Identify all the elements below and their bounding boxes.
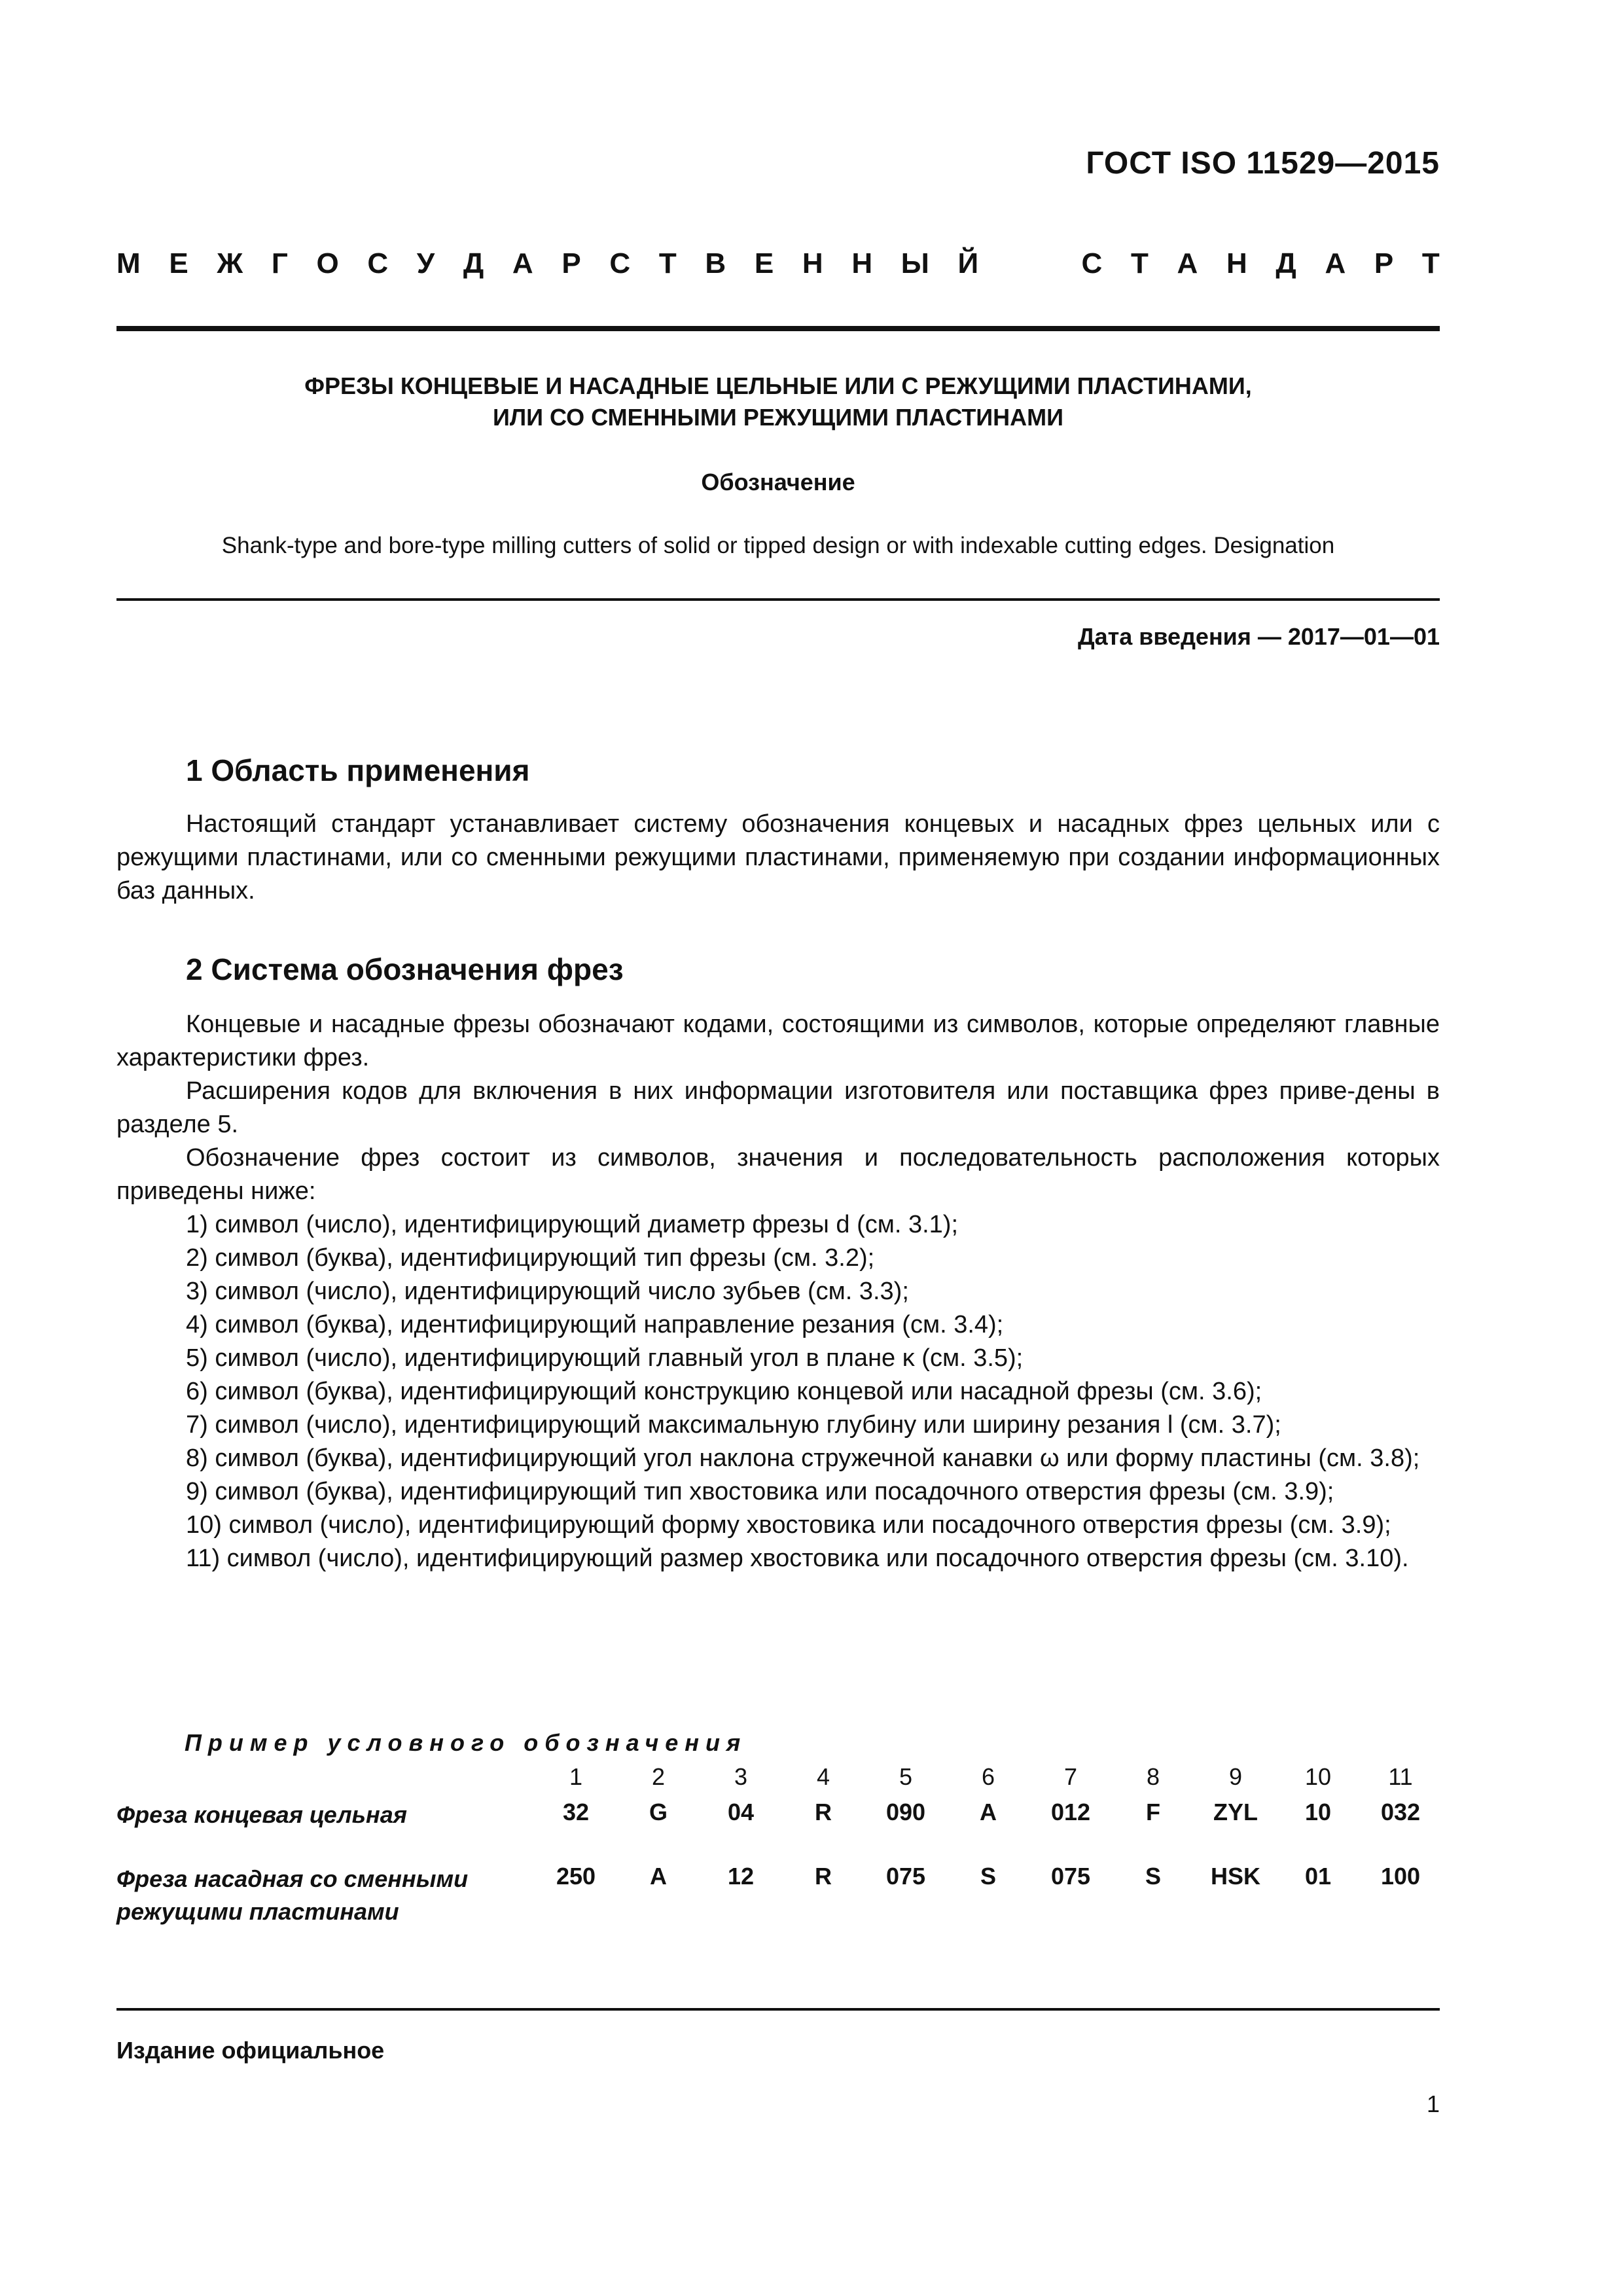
standard-letter: Г xyxy=(271,247,288,279)
code-symbol: F xyxy=(1146,1799,1160,1825)
example-row-label: Фреза насадная со сменными режущими пластинами xyxy=(116,1865,469,1925)
code-symbol: R xyxy=(815,1863,832,1890)
standard-letter: О xyxy=(316,247,339,279)
code-symbol: S xyxy=(1145,1863,1161,1890)
page-number: 1 xyxy=(1426,2090,1440,2117)
standard-letter: В xyxy=(705,247,726,279)
standard-letter: С xyxy=(1081,247,1103,279)
introduction-date: Дата введения — 2017—01—01 xyxy=(1077,623,1440,650)
document-title xyxy=(116,370,1440,433)
code-symbol: 32 xyxy=(562,1799,590,1825)
gost-number: ГОСТ ISO 11529—2015 xyxy=(1086,146,1440,181)
code-symbol: 01 xyxy=(1304,1863,1332,1890)
footer-rule xyxy=(116,2008,1440,2011)
title-line-1: ФРЕЗЫ КОНЦЕВЫЕ И НАСАДНЫЕ ЦЕЛЬНЫЕ ИЛИ С РЕЖУЩИМИ ПЛАСТИНАМИ, xyxy=(304,372,1252,399)
standard-letter: Н xyxy=(802,247,823,279)
section-1-heading: 1 Область применения xyxy=(186,753,530,787)
list-item: 1) символ (число), идентифицирующий диаметр фрезы d (см. 3.1); xyxy=(186,1211,959,1238)
list-item: 11) символ (число), идентифицирующий размер хвостовика или посадочного отверстия фрезы (см. 3.10). xyxy=(186,1545,1409,1572)
section-2-paragraph-3: Обозначение фрез состоит из символов, значения и последовательность расположения которых приведены ниже: xyxy=(116,1144,1440,1205)
code-symbol: 04 xyxy=(727,1799,755,1825)
code-symbol: R xyxy=(815,1799,832,1825)
code-symbol: 032 xyxy=(1380,1799,1421,1825)
section-2-paragraph-2: Расширения кодов для включения в них информации изготовителя или поставщика фрез приве-дены в разделе 5. xyxy=(116,1077,1440,1138)
example-row-label: Фреза концевая цельная xyxy=(116,1801,407,1828)
column-number: 9 xyxy=(1228,1763,1243,1790)
column-number: 10 xyxy=(1304,1763,1332,1790)
english-title: Shank-type and bore-type milling cutters of solid or tipped design or with indexable cutting edges. Designation xyxy=(221,533,1335,558)
edition-note: Издание официальное xyxy=(116,2037,385,2064)
code-symbol: A xyxy=(980,1799,997,1825)
code-symbol: S xyxy=(980,1863,996,1890)
document-subtitle: Обозначение xyxy=(701,469,855,495)
column-number: 4 xyxy=(816,1763,830,1790)
section-1-text: Настоящий стандарт устанавливает систему обозначения концевых и насадных фрез цельных или с режущими пластинами, или со сменными режущими пластинами, применяемую при создании информационных баз данных. xyxy=(116,810,1440,905)
title-rule xyxy=(116,598,1440,601)
code-symbol: 075 xyxy=(885,1863,926,1890)
standard-letter: А xyxy=(512,247,533,279)
code-symbol: HSK xyxy=(1210,1863,1260,1890)
code-symbol: 10 xyxy=(1304,1799,1332,1825)
column-number: 1 xyxy=(569,1763,583,1790)
list-item: 2) символ (буква), идентифицирующий тип фрезы (см. 3.2); xyxy=(186,1244,875,1272)
header-rule xyxy=(116,326,1440,331)
code-symbol: 250 xyxy=(556,1863,596,1890)
list-item: 9) символ (буква), идентифицирующий тип хвостовика или посадочного отверстия фрезы (см. 3.9); xyxy=(186,1478,1334,1505)
standard-letter: Ы xyxy=(901,247,929,279)
column-number: 2 xyxy=(651,1763,666,1790)
standard-letter: Т xyxy=(1421,247,1440,279)
title-line-2: ИЛИ СО СМЕННЫМИ РЕЖУЩИМИ ПЛАСТИНАМИ xyxy=(492,404,1064,431)
column-number: 11 xyxy=(1388,1763,1413,1790)
list-item: 4) символ (буква), идентифицирующий направление резания (см. 3.4); xyxy=(186,1311,1004,1338)
standard-letter: Д xyxy=(463,247,484,279)
standard-letter: Н xyxy=(851,247,873,279)
standard-letter: А xyxy=(1177,247,1198,279)
standard-type xyxy=(116,247,1440,280)
list-item: 3) символ (число), идентифицирующий число зубьев (см. 3.3); xyxy=(186,1278,909,1305)
code-symbol: 075 xyxy=(1050,1863,1091,1890)
code-symbol: 090 xyxy=(885,1799,926,1825)
standard-letter: М xyxy=(116,247,141,279)
standard-letter: Е xyxy=(754,247,774,279)
example-row-2 xyxy=(0,1863,1623,1925)
section-2-heading: 2 Система обозначения фрез xyxy=(186,952,624,986)
section-2-paragraph-1: Концевые и насадные фрезы обозначают кодами, состоящими из символов, которые определяют главные характеристики фрез. xyxy=(116,1011,1440,1071)
column-number: 6 xyxy=(981,1763,995,1790)
code-symbol: 012 xyxy=(1050,1799,1091,1825)
standard-letter: А xyxy=(1325,247,1346,279)
list-item: 7) символ (число), идентифицирующий максимальную глубину или ширину резания l (см. 3.7); xyxy=(186,1411,1281,1439)
standard-letter: Р xyxy=(562,247,581,279)
standard-letter: Р xyxy=(1374,247,1394,279)
standard-letter: Е xyxy=(169,247,188,279)
list-item: 5) символ (число), идентифицирующий главный угол в плане κ (см. 3.5); xyxy=(186,1344,1024,1372)
example-row-1 xyxy=(0,1799,1623,1831)
list-item: 10) символ (число), идентифицирующий форму хвостовика или посадочного отверстия фрезы (см. 3.9); xyxy=(186,1511,1391,1539)
standard-letter: С xyxy=(609,247,631,279)
standard-letter: Т xyxy=(658,247,677,279)
column-number: 8 xyxy=(1146,1763,1160,1790)
code-symbol: A xyxy=(650,1863,667,1890)
standard-letter: У xyxy=(416,247,435,279)
code-symbol: G xyxy=(649,1799,668,1825)
column-number: 3 xyxy=(734,1763,748,1790)
standard-letter: Й xyxy=(957,247,979,279)
list-item: 6) символ (буква), идентифицирующий конструкцию концевой или насадной фрезы (см. 3.6); xyxy=(186,1378,1262,1405)
standard-letter: С xyxy=(367,247,389,279)
section-2-body xyxy=(116,1008,1440,1575)
example-column-numbers xyxy=(0,1763,1623,1796)
standard-letter: Н xyxy=(1226,247,1247,279)
standard-letter: Д xyxy=(1275,247,1296,279)
list-item: 8) символ (буква), идентифицирующий угол наклона стружечной канавки ω или форму пластины (см. 3.8); xyxy=(186,1444,1420,1472)
code-symbol: 12 xyxy=(727,1863,755,1890)
example-label: Пример условного обозначения xyxy=(185,1729,747,1756)
column-number: 7 xyxy=(1063,1763,1078,1790)
word-gap xyxy=(1007,247,1053,280)
code-symbol: 100 xyxy=(1380,1863,1421,1890)
standard-letter: Т xyxy=(1130,247,1149,279)
code-symbol: ZYL xyxy=(1213,1799,1258,1825)
column-number: 5 xyxy=(899,1763,913,1790)
standard-letter: Ж xyxy=(217,247,243,279)
